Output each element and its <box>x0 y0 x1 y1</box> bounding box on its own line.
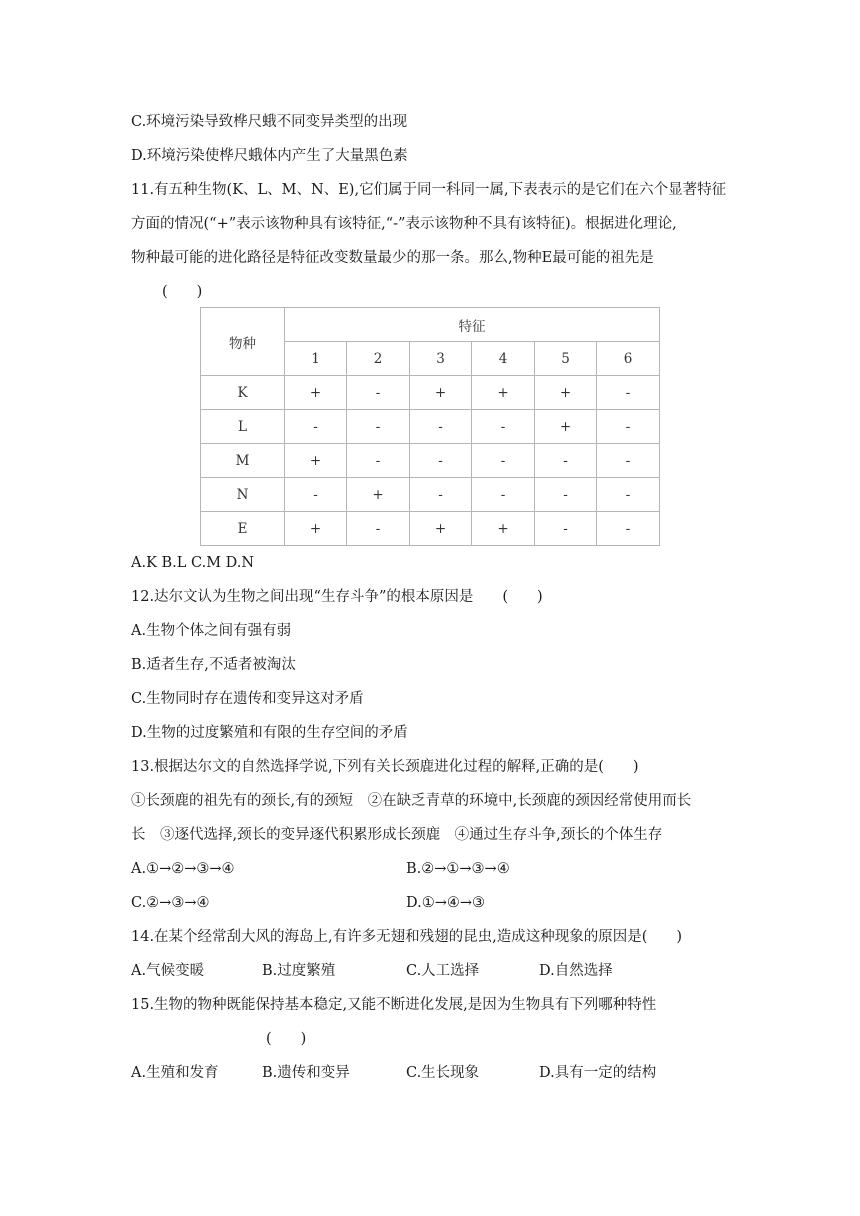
q11-options: A.K B.L C.M D.N <box>131 555 255 571</box>
table-cell: - <box>597 478 660 512</box>
q12-option-c: C.生物同时存在遗传和变异这对矛盾 <box>131 691 364 707</box>
table-cell: - <box>410 478 472 512</box>
table-cell: + <box>285 444 347 478</box>
q14-option-b: B.过度繁殖 <box>262 963 336 979</box>
table-cell: + <box>285 512 347 546</box>
table-cell: - <box>535 512 597 546</box>
table-cell: + <box>347 478 410 512</box>
table-cell: - <box>597 512 660 546</box>
species-name: N <box>201 478 285 512</box>
q14-stem: 14.在某个经常刮大风的海岛上,有许多无翅和残翅的昆虫,造成这种现象的原因是( ) <box>131 929 683 945</box>
q13-statement-line-1: ①长颈鹿的祖先有的颈长,有的颈短 ②在缺乏青草的环境中,长颈鹿的颈因经常使用而长 <box>131 793 692 809</box>
feature-number: 2 <box>347 342 410 376</box>
q12-option-a: A.生物个体之间有强有弱 <box>131 623 292 639</box>
table-cell: - <box>347 512 410 546</box>
q13-statement-line-2: 长 ③逐代选择,颈长的变异逐代积累形成长颈鹿 ④通过生存斗争,颈长的个体生存 <box>131 827 663 843</box>
species-name: M <box>201 444 285 478</box>
q13-option-a: A.①→②→③→④ <box>131 861 235 877</box>
table-cell: + <box>285 376 347 410</box>
feature-number: 5 <box>535 342 597 376</box>
table-cell: - <box>472 444 535 478</box>
q14-option-d: D.自然选择 <box>539 963 613 979</box>
table-cell: - <box>285 410 347 444</box>
table-cell: - <box>285 478 347 512</box>
q15-stem: 15.生物的物种既能保持基本稳定,又能不断进化发展,是因为生物具有下列哪种特性 <box>131 997 657 1013</box>
table-cell: + <box>472 512 535 546</box>
table-cell: - <box>347 376 410 410</box>
table-cell: - <box>597 444 660 478</box>
table-cell: - <box>347 410 410 444</box>
feature-number: 3 <box>410 342 472 376</box>
q13-option-d: D.①→④→③ <box>406 895 486 911</box>
q13-stem: 13.根据达尔文的自然选择学说,下列有关长颈鹿进化过程的解释,正确的是( ) <box>131 759 639 775</box>
table-row <box>201 444 660 478</box>
q15-option-a: A.生殖和发育 <box>131 1065 219 1081</box>
q10-option-d: D.环境污染使桦尺蛾体内产生了大量黑色素 <box>131 148 408 164</box>
table-cell: - <box>472 410 535 444</box>
q15-option-c: C.生长现象 <box>406 1065 480 1081</box>
table-cell: - <box>535 478 597 512</box>
q12-stem: 12.达尔文认为生物之间出现“生存斗争”的根本原因是 ( ) <box>131 589 543 605</box>
species-header: 物种 <box>201 308 285 376</box>
table-cell: - <box>535 444 597 478</box>
q13-option-c: C.②→③→④ <box>131 895 210 911</box>
q11-stem-line-1: 11.有五种生物(K、L、M、N、E),它们属于同一科同一属,下表表示的是它们在六个显著特征 <box>131 182 727 198</box>
feature-table <box>200 307 660 546</box>
feature-number: 6 <box>597 342 660 376</box>
q11-stem-line-3: 物种最可能的进化路径是特征改变数量最少的那一条。那么,物种E最可能的祖先是 <box>131 250 654 266</box>
table-cell: - <box>597 410 660 444</box>
table-cell: + <box>535 376 597 410</box>
table-cell: - <box>410 444 472 478</box>
q14-option-c: C.人工选择 <box>406 963 480 979</box>
table-cell: - <box>472 478 535 512</box>
species-name: L <box>201 410 285 444</box>
table-cell: + <box>410 376 472 410</box>
table-cell: + <box>410 512 472 546</box>
q10-option-c: C.环境污染导致桦尺蛾不同变异类型的出现 <box>131 114 408 130</box>
feature-header: 特征 <box>285 308 660 342</box>
table-cell: - <box>347 444 410 478</box>
q11-stem-line-2: 方面的情况(“+”表示该物种具有该特征,“-”表示该物种不具有该特征)。根据进化理论, <box>131 216 677 232</box>
q15-option-b: B.遗传和变异 <box>262 1065 350 1081</box>
q15-option-d: D.具有一定的结构 <box>539 1065 657 1081</box>
table-cell: - <box>597 376 660 410</box>
table-cell: + <box>535 410 597 444</box>
q12-option-d: D.生物的过度繁殖和有限的生存空间的矛盾 <box>131 725 408 741</box>
table-row <box>201 376 660 410</box>
table-row <box>201 512 660 546</box>
q14-option-a: A.气候变暖 <box>131 963 205 979</box>
q15-answer-blank: ( ) <box>266 1031 307 1047</box>
table-row <box>201 410 660 444</box>
table-cell: - <box>410 410 472 444</box>
species-name: E <box>201 512 285 546</box>
species-name: K <box>201 376 285 410</box>
feature-number: 1 <box>285 342 347 376</box>
q12-option-b: B.适者生存,不适者被淘汰 <box>131 657 296 673</box>
table-cell: + <box>472 376 535 410</box>
table-row <box>201 478 660 512</box>
feature-number: 4 <box>472 342 535 376</box>
q11-answer-blank: ( ) <box>162 284 203 300</box>
q13-option-b: B.②→①→③→④ <box>406 861 510 877</box>
